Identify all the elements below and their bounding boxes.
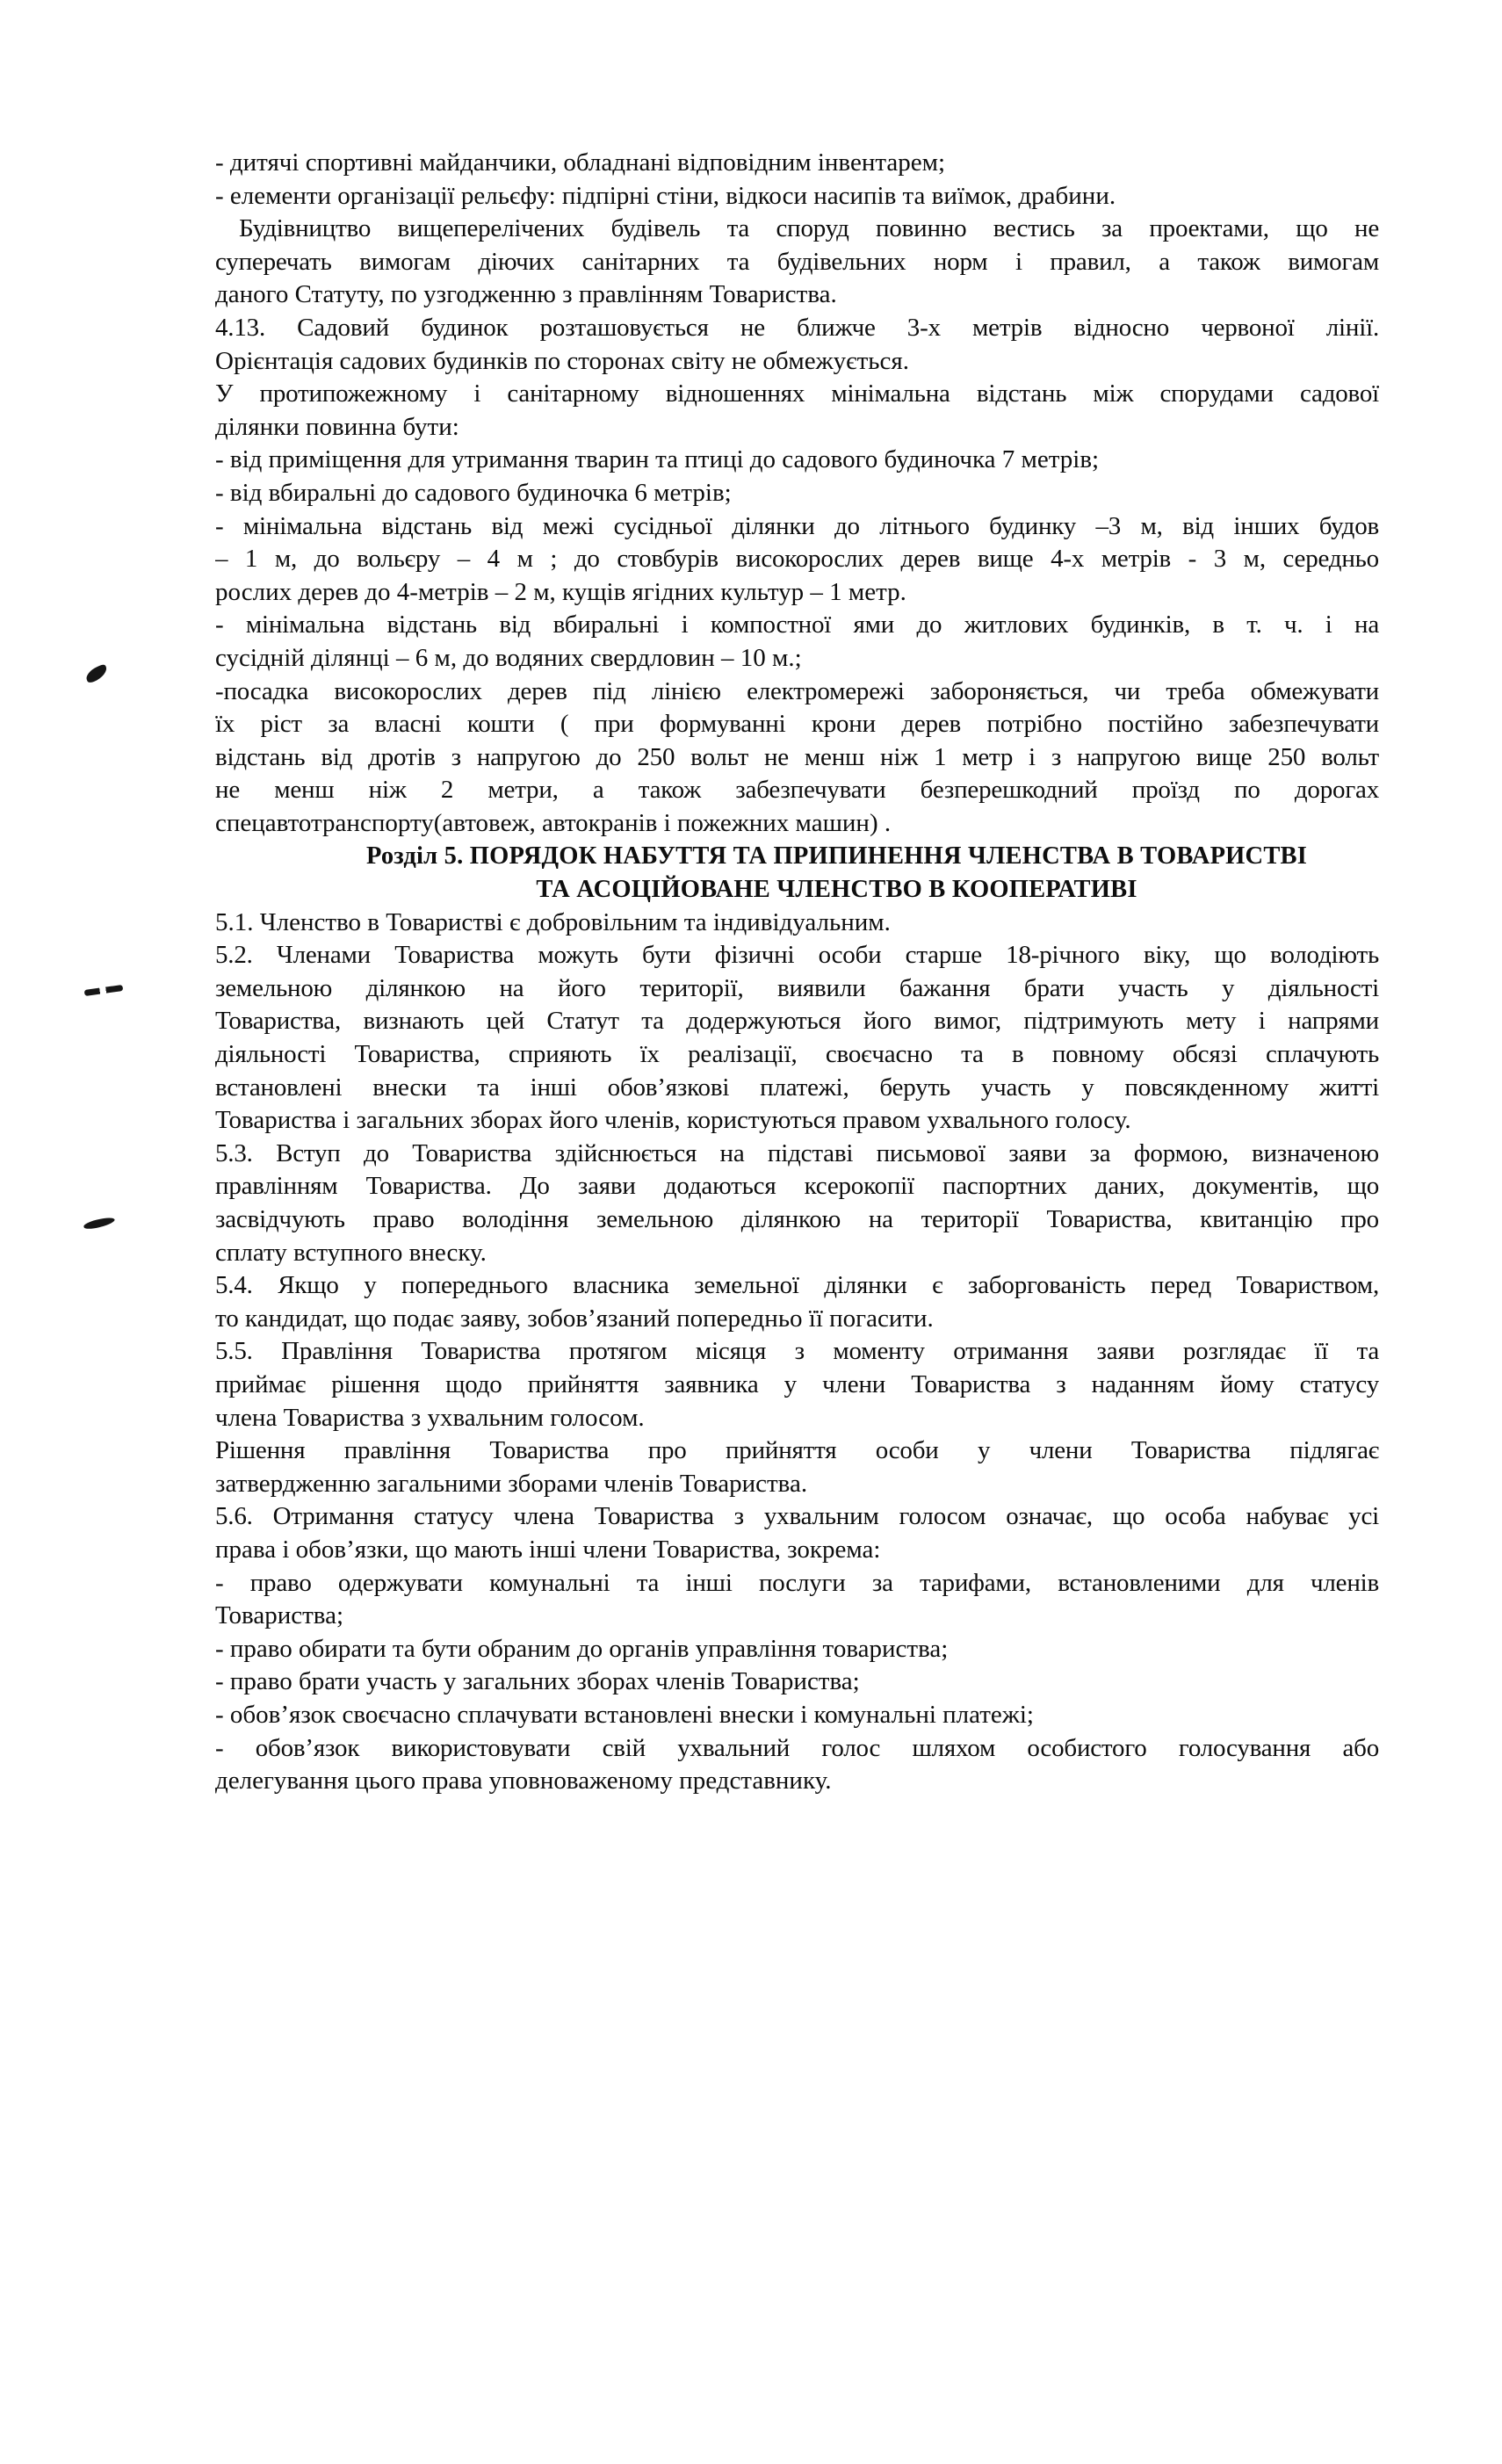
text-line: засвідчують право володіння земельною ділянкою на території Товариства, квитанцію про xyxy=(215,1205,1379,1233)
text-line: земельною ділянкою на його території, виявили бажання брати участь у діяльності xyxy=(215,973,1379,1002)
text-line: затвердженню загальними зборами членів Товариства. xyxy=(215,1469,808,1498)
text-line: суперечать вимогам діючих санітарних та будівельних норм і правил, а також вимогам xyxy=(215,247,1379,276)
text-line: сплату вступного внеску. xyxy=(215,1238,487,1267)
text-line: то кандидат, що подає заяву, зобов’язаний попередньо її погасити. xyxy=(215,1304,934,1333)
text-line: не менш ніж 2 метри, а також забезпечувати безперешкодний проїзд по дорогах xyxy=(215,776,1379,805)
text-line: - право обирати та бути обраним до органів управління товариства; xyxy=(215,1634,949,1663)
text-line: У протипожежному і санітарному відношеннях мінімальна відстань між спорудами садової xyxy=(215,379,1379,408)
text-line: Товариства і загальних зборах його членів, користуються правом ухвального голосу. xyxy=(215,1106,1131,1135)
section-heading-line: ТА АСОЦІЙОВАНЕ ЧЛЕНСТВО В КООПЕРАТИВІ xyxy=(536,876,1137,904)
text-line: 5.1. Членство в Товаристві є добровільним та індивідуальним. xyxy=(215,907,891,936)
text-line: ділянки повинна бути: xyxy=(215,412,459,441)
text-line: 4.13. Садовий будинок розташовується не ближче 3-х метрів відносно червоної лінії. xyxy=(215,313,1379,342)
text-line: даного Статуту, по узгодженню з правлінням Товариства. xyxy=(215,280,837,309)
text-line: рослих дерев до 4-метрів – 2 м, кущів ягідних культур – 1 метр. xyxy=(215,577,906,606)
double-dash-ink-mark xyxy=(84,985,124,996)
text-line: - право одержувати комунальні та інші послуги за тарифами, встановленими для членів xyxy=(215,1568,1379,1597)
text-line: -посадка високорослих дерев під лінією електромережі забороняється, чи треба обмежувати xyxy=(215,676,1379,705)
text-line: - мінімальна відстань від межі сусідньої ділянки до літнього будинку –3 м, від інших будов xyxy=(215,511,1379,540)
text-line: діяльності Товариства, сприяють їх реалізації, своєчасно та в повному обсязі сплачують xyxy=(215,1040,1379,1069)
text-line: - дитячі спортивні майданчики, обладнані відповідним інвентарем; xyxy=(215,148,946,177)
text-line: 5.4. Якщо у попереднього власника земельної ділянки є заборгованість перед Товариством, xyxy=(215,1271,1379,1300)
text-line: члена Товариства з ухвальним голосом. xyxy=(215,1403,645,1432)
text-line: Будівництво вищеперелічених будівель та споруд повинно вестись за проектами, що не xyxy=(239,214,1379,243)
text-line: - обов’язок використовувати свій ухвальний голос шляхом особистого голосування або xyxy=(215,1733,1379,1762)
text-line: - мінімальна відстань від вбиральні і компостної ями до житлових будинків, в т. ч. і на xyxy=(215,611,1379,639)
text-line: приймає рішення щодо прийняття заявника у члени Товариства з наданням йому статусу xyxy=(215,1369,1379,1398)
text-line: права і обов’язки, що мають інші члени Товариства, зокрема: xyxy=(215,1535,881,1564)
text-line: 5.2. Членами Товариства можуть бути фізичні особи старше 18-річного віку, що володіють xyxy=(215,941,1379,970)
document-text-block xyxy=(215,147,1379,1798)
text-line: сусідній ділянці – 6 м, до водяних свердловин – 10 м.; xyxy=(215,643,802,672)
text-line: Товариства, визнають цей Статут та додержуються його вимог, підтримують мету і напрями xyxy=(215,1007,1379,1036)
dash-ink-mark xyxy=(83,1216,115,1231)
text-line: - право брати участь у загальних зборах членів Товариства; xyxy=(215,1667,860,1696)
text-line: - елементи організації рельєфу: підпірні стіни, відкоси насипів та виїмок, драбини. xyxy=(215,181,1116,210)
text-line: відстань від дротів з напругою до 250 вольт не менш ніж 1 метр і з напругою вище 250 вольт xyxy=(215,742,1379,771)
section-heading-line: Розділ 5. ПОРЯДОК НАБУТТЯ ТА ПРИПИНЕННЯ ЧЛЕНСТВА В ТОВАРИСТВІ xyxy=(365,842,1308,871)
text-line: їх ріст за власні кошти ( при формуванні крони дерев потрібно постійно забезпечувати xyxy=(215,710,1379,739)
text-line: правлінням Товариства. До заяви додаються ксерокопії паспортних даних, документів, що xyxy=(215,1172,1379,1201)
text-line: Орієнтація садових будинків по сторонах світу не обмежується. xyxy=(215,346,909,375)
text-line: 5.3. Вступ до Товариства здійснюється на підставі письмової заяви за формою, визначеною xyxy=(215,1138,1379,1167)
text-line: спецавтотранспорту(автовеж, автокранів і пожежних машин) . xyxy=(215,808,892,837)
tick-ink-mark xyxy=(83,663,109,683)
text-line: - обов’язок своєчасно сплачувати встановлені внески і комунальні платежі; xyxy=(215,1700,1034,1729)
text-line: - від приміщення для утримання тварин та птиці до садового будиночка 7 метрів; xyxy=(215,445,1100,474)
text-line: встановлені внески та інші обов’язкові платежі, беруть участь у повсякденному житті xyxy=(215,1073,1379,1102)
text-line: делегування цього права уповноваженому представнику. xyxy=(215,1767,832,1796)
text-line: Рішення правління Товариства про прийняття особи у члени Товариства підлягає xyxy=(215,1436,1379,1465)
text-line: 5.5. Правління Товариства протягом місяця з моменту отримання заяви розглядає її та xyxy=(215,1337,1379,1366)
text-line: Товариства; xyxy=(215,1601,344,1630)
text-line: - від вбиральні до садового будиночка 6 метрів; xyxy=(215,478,732,507)
text-line: 5.6. Отримання статусу члена Товариства з ухвальним голосом означає, що особа набуває усі xyxy=(215,1502,1379,1531)
text-line: – 1 м, до вольєру – 4 м ; до стовбурів високорослих дерев вище 4-х метрів - 3 м, середньо xyxy=(215,545,1379,574)
